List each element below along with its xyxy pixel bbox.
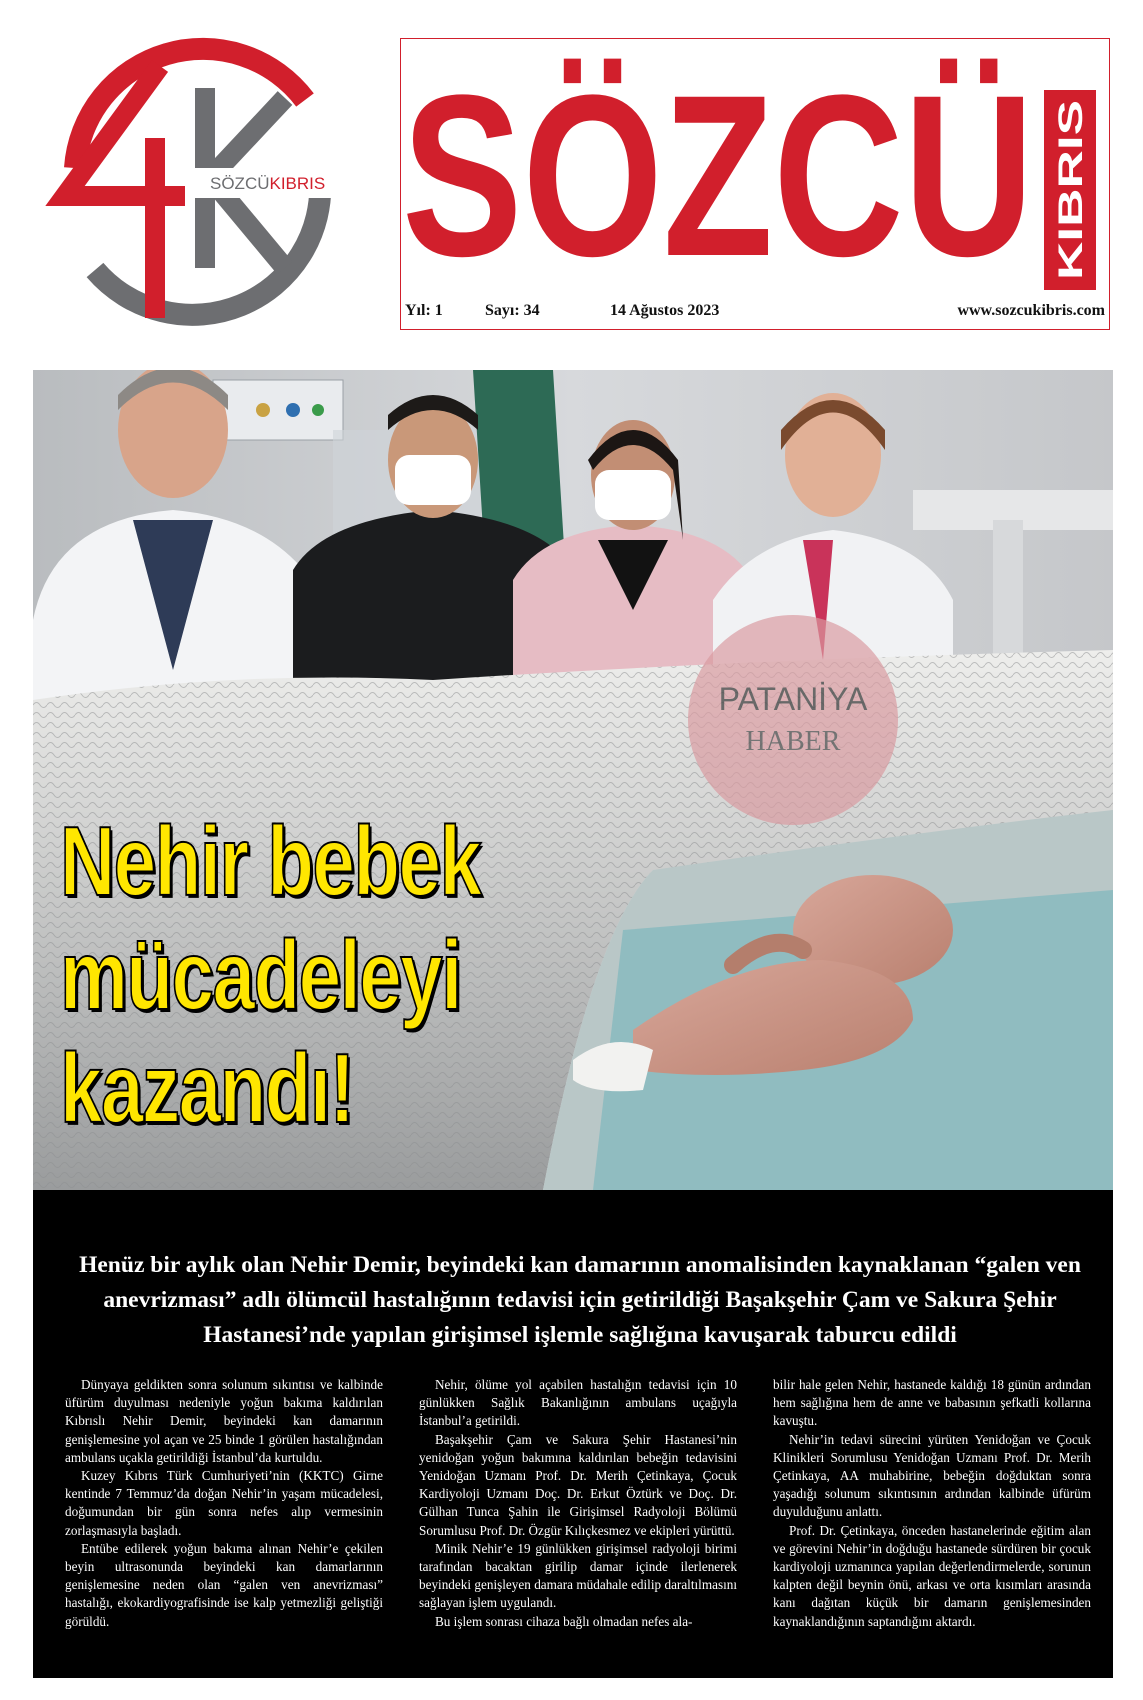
issue-number: Sayı: 34 <box>485 302 540 319</box>
paragraph: bilir hale gelen Nehir, hastanede kaldığı 18 günün ardından hem sağlığına hem de anne ve babasının şefkatli kollarına kavuştu. <box>773 1377 1091 1429</box>
watermark <box>688 615 898 825</box>
face-mask <box>395 455 471 505</box>
masthead-title-text: SÖZCÜ <box>402 55 1034 285</box>
face-mask <box>595 470 671 520</box>
watermark-line2: HABER <box>745 726 841 757</box>
masthead-title <box>400 55 1040 285</box>
headline-line1: Nehir bebek <box>60 806 481 916</box>
headline <box>60 805 544 1146</box>
article-column-3 <box>773 1376 1091 1631</box>
paragraph: Prof. Dr. Çetinkaya, önceden hastanelerinde eğitim alan ve görevini Nehir’in doğduğu hastanede sürdüren bir çocuk kardiyoloji uzmanınca yapılan değerlendirmelerde, sorunun kalpten değil beynin önü, arkası ve orta kısımları arasında kanı dağıtan küçük bir damarın genişlemesinden kaynaklandığının saptandığını aktardı. <box>773 1522 1091 1629</box>
masthead-side-label <box>1040 90 1100 290</box>
article-column-2 <box>419 1376 737 1631</box>
paragraph: Dünyaya geldikten sonra solunum sıkıntısı ve kalbinde üfürüm duyulması nedeniyle yoğun bakıma kaldırılan Kıbrıslı Nehir Demir, beyindeki kan damarının genişlemesine yol açan ve 25 binde 1 görülen hastalığından ambulans uçakla getirildiği İstanbul’da kurtuldu. <box>65 1377 383 1465</box>
paragraph: Bu işlem sonrası cihaza bağlı olmadan nefes ala- <box>435 1613 693 1629</box>
website-link[interactable]: www.sozcukibris.com <box>957 302 1105 319</box>
logo-caption-sozcu: SÖZCÜKIBRIS <box>210 174 326 193</box>
headline-line2: mücadeleyi <box>60 919 461 1030</box>
lead-paragraph: Henüz bir aylık olan Nehir Demir, beyindeki kan damarının anomalisinden kaynaklanan “galen ven anevrizması” adlı ölümcül hastalığının tedavisi için getirildiği Başakşehir Çam ve Sakura Şehir Hastanesi’nde yapılan girişimsel işlemle sağlığına kavuşarak taburcu edildi <box>79 1252 1081 1348</box>
watermark-line1: PATANİYA <box>718 681 868 717</box>
issue-date: 14 Ağustos 2023 <box>610 302 720 319</box>
article-column-1 <box>65 1376 383 1631</box>
paragraph: Nehir, ölüme yol açabilen hastalığın tedavisi için 10 günlükken Sağlık Bakanlığının ambulans uçağıyla İstanbul’a getirildi. <box>419 1377 737 1429</box>
paragraph: Entübe edilerek yoğun bakıma alınan Nehir’e çekilen beyin ultrasonunda beyindeki kan damarlarının genişlemesine neden olan “galen ven anevrizması” hastalığı, ekokardiyografisinde ise kalp yetmezliği geliştiği görüldü. <box>65 1540 383 1629</box>
issue-info-row <box>405 302 1105 324</box>
headline-line3: kazandı! <box>60 1033 354 1144</box>
paragraph: Nehir’in tedavi sürecini yürüten Yenidoğan ve Çocuk Klinikleri Sorumlusu Yenidoğan Uzmanı Prof. Dr. Merih Çetinkaya, AA muhabirine, bebeğin doğduktan sonra yaşadığı solunum sıkıntısının ardından kalbinde üfürüm duyulduğunu anlattı. <box>773 1431 1091 1520</box>
article-columns <box>65 1376 1095 1676</box>
issue-year: Yıl: 1 <box>405 302 443 319</box>
logo-mark <box>35 18 355 348</box>
paragraph: Kuzey Kıbrıs Türk Cumhuriyeti’nin (KKTC) Girne kentinde 7 Temmuz’da doğan Nehir’in yaşam mücadelesi, doğumundan bir gün sonra nefes alıp vermesinin zorlaşmasıyla başladı. <box>65 1468 383 1538</box>
paragraph: Minik Nehir’e 19 günlükken girişimsel radyoloji birimi tarafından bacaktan girilip damar içinde ilerlenerek beyindeki genişleyen damara müdahale edilip daraltılmasını sağlayan işlem uygulandı. <box>419 1540 737 1611</box>
logo-four-shape <box>65 66 185 318</box>
svg-text:KIBRIS: KIBRIS <box>1052 164 1090 280</box>
paragraph: Başakşehir Çam ve Sakura Şehir Hastanesi’nin yenidoğan yoğun bakımına kaldırılan bebeğin tedavisini Yenidoğan Uzmanı Prof. Dr. Merih Çetinkaya, Çocuk Kardiyoloji Uzmanı Doç. Dr. Erkut Öztürk ve Doç. Dr. Gülhan Tunca Şahin ile Girişimsel Radyoloji Bölümü Sorumlusu Prof. Dr. Özgür Kılıçkesmez ve ekipleri yürüttü. <box>419 1431 737 1538</box>
